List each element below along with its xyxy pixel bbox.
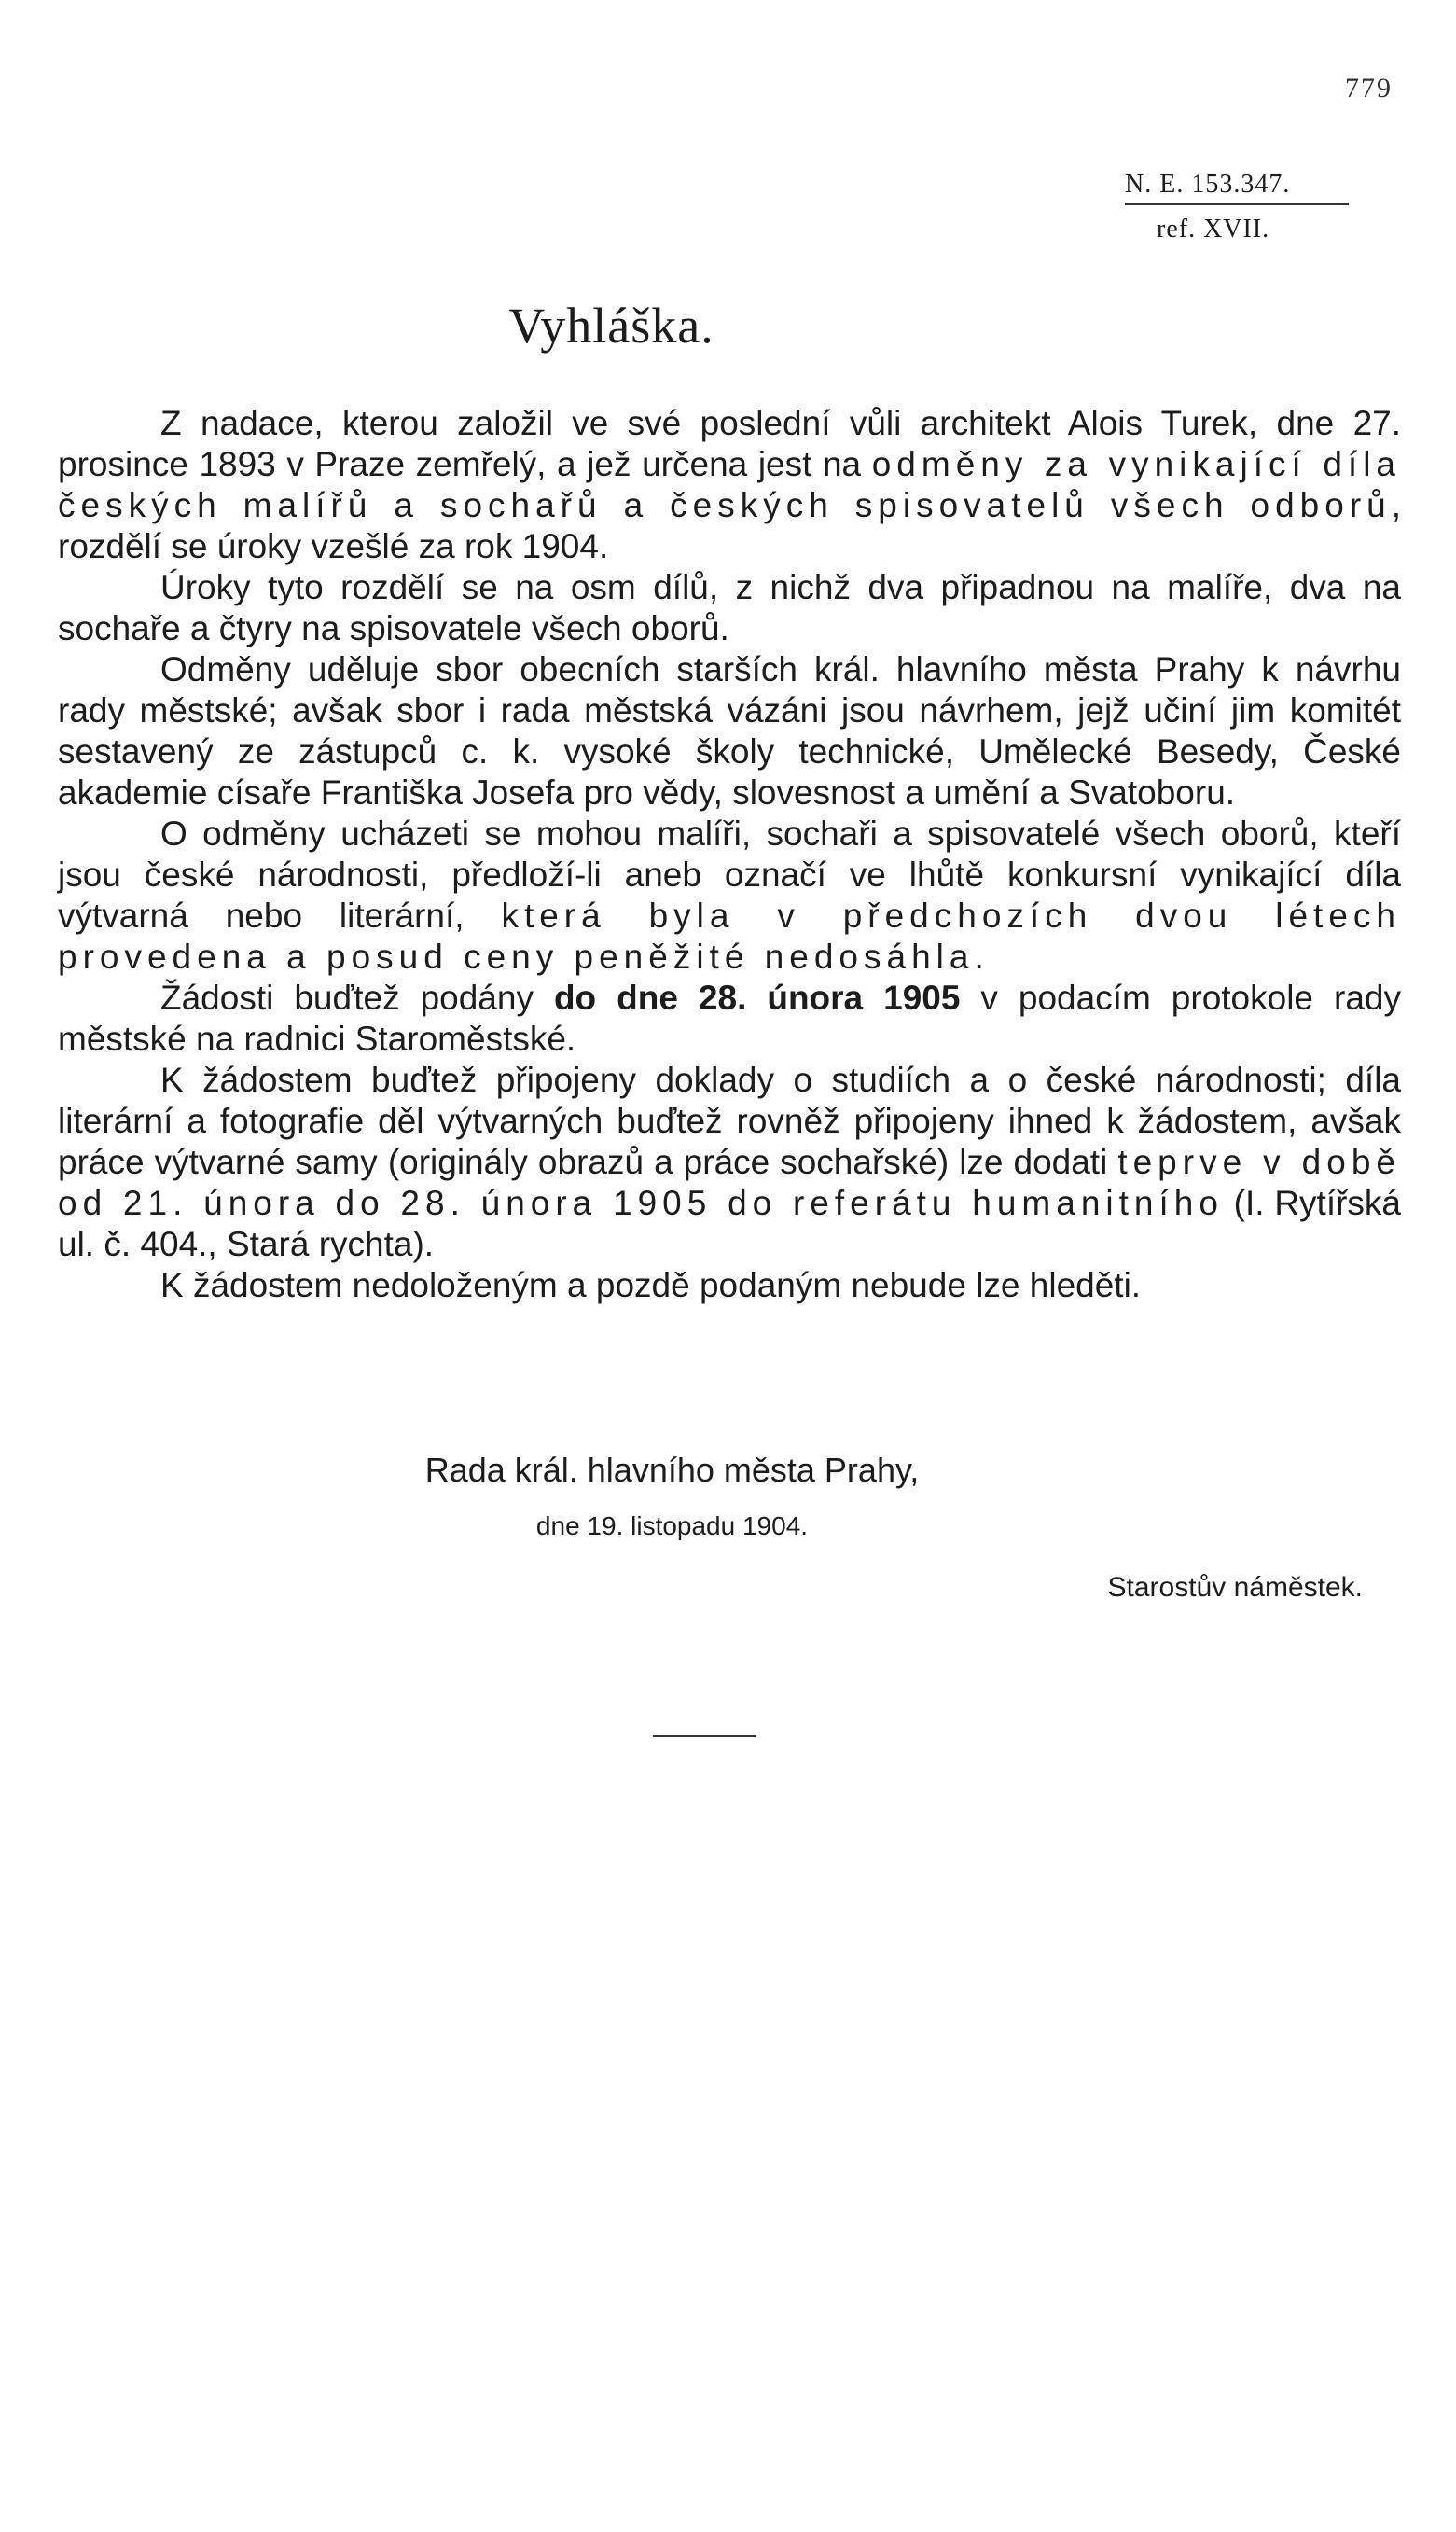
signature-date: dne 19. listopadu 1904. — [535, 1511, 809, 1540]
signature-deputy: Starostův náměstek. — [1107, 1572, 1363, 1603]
text-run: . — [974, 938, 984, 976]
paragraph-documents — [58, 1060, 1401, 1265]
announcement-body — [58, 403, 1401, 1306]
paragraph-eligibility — [58, 814, 1401, 978]
paragraph-foundation — [58, 403, 1401, 567]
spaced-text-run: odměny za vynikající díla českých malířů a sochařů a českých spisovatelů všech odborů — [58, 445, 1401, 524]
signature-council: Rada král. hlavního města Prahy, — [424, 1451, 920, 1489]
reference-dept: ref. XVII. — [1157, 215, 1270, 243]
reference-block — [1119, 170, 1362, 244]
document-title: Vyhláška. — [508, 298, 714, 354]
spaced-text-run: která byla v předchozích dvou létech provedena a posud ceny peněžité nedosáhla — [58, 897, 1401, 976]
paragraph-deadline — [58, 978, 1401, 1060]
text-run: Žádosti buďtež podány — [160, 979, 554, 1017]
text-run: K žádostem buďtež připojeny doklady o studiích a o české národnosti; díla literární a fotografie děl výtvarných buďtež rovněž připojeny ihned k žádostem, avšak práce výtvarné samy (originály obrazů a práce sochařské) lze dodati — [58, 1061, 1401, 1181]
reference-number: N. E. 153.347. — [1125, 170, 1349, 205]
spaced-text-run: teprve v době od 21. února do 28. února 1905 do referátu humanitního — [58, 1143, 1401, 1222]
paragraph-interest: Úroky tyto rozdělí se na osm dílů, z nichž dva připadnou na malíře, dva na sochaře a čtyry na spisovatele všech oborů. — [58, 568, 1401, 647]
page-number: 779 — [1345, 73, 1393, 104]
paragraph-awards: Odměny uděluje sbor obecních starších král. hlavního města Prahy k návrhu rady městské; avšak sbor i rada městská vázáni jsou návrhem, jejž učiní jim komitét sestavený ze zástupců c. k. vysoké školy technické, Umělecké Besedy, České akademie císaře Františka Josefa pro vědy, slovesnost a umění a Svatoboru. — [58, 650, 1401, 812]
text-run: v podacím protokole rady městské na radnici Staroměstské. — [58, 979, 1401, 1058]
text-run: (I. Rytířská ul. č. 404., Stará rychta). — [58, 1184, 1402, 1263]
text-run: O odměny ucházeti se mohou malíři, sochaři a spisovatelé všech oborů, kteří jsou české národnosti, předloží-li aneb označí ve lhůtě konkursní vynikající díla výtvarná nebo literární, — [58, 814, 1401, 935]
bold-deadline: do dne 28. února 1905 — [553, 979, 961, 1017]
paragraph-rejection: K žádostem nedoloženým a pozdě podaným nebude lze hleděti. — [160, 1266, 1142, 1304]
text-run: , rozdělí se úroky vzešlé za rok 1904. — [58, 486, 1401, 565]
end-rule — [653, 1735, 756, 1737]
text-run: Z nadace, kterou založil ve své poslední vůli architekt Alois Turek, dne 27. prosince 1893 v Praze zemřelý, a jež určena jest na — [58, 404, 1401, 483]
